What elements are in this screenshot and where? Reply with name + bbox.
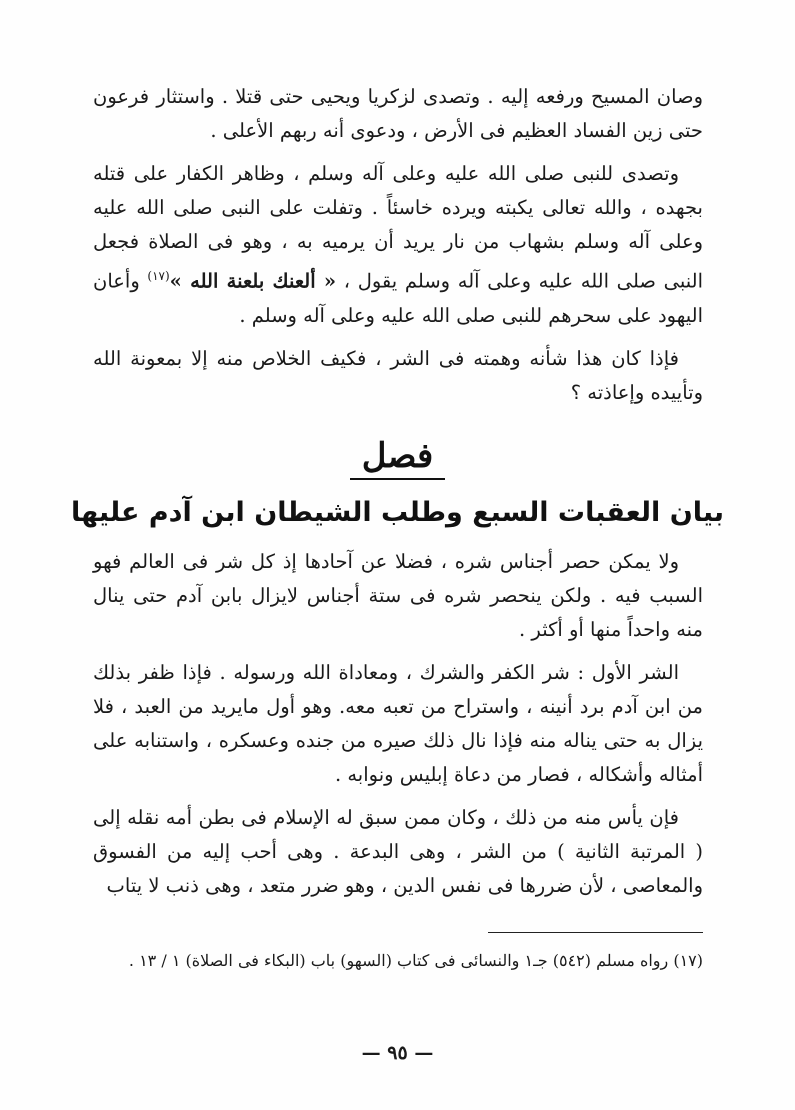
page-number: — ٩٥ —: [361, 1042, 434, 1064]
paragraph-6: فإن يأس منه من ذلك ، وكان ممن سبق له الإسلام فى بطن أمه نقله إلى ( المرتبة الثانية ) من الشر ، وهى البدعة . وهى أحب إليه من الفسوق والمعاصى ، لأن ضررها فى نفس الدين ، وهو ضرر متعد ، وهى ذنب لا يتاب: [93, 806, 703, 897]
footnote: (١٧) رواه مسلم (٥٤٢) جـ١ والنسائى فى كتاب (السهو) باب (البكاء فى الصلاة) ١ / ١٣ .: [128, 951, 703, 970]
paragraph-2: [93, 157, 703, 333]
hadith-quote: « ألعنك بلعنة الله »: [169, 269, 337, 293]
bottom-text-block: [93, 545, 703, 912]
top-text-block: [93, 80, 703, 419]
paragraph-2-continuation: وأعان اليهود على سحرهم للنبى صلى الله عليه وعلى آله وسلم .: [93, 269, 703, 327]
section-label: [0, 436, 795, 482]
paragraph-4: ولا يمكن حصر أجناس شره ، فضلا عن آحادها إذ كل شر فى العالم فهو السبب فيه . ولكن ينحصر شره فى ستة أجناس لايزال بابن آدم حتى ينال منه واحداً منها أو أكثر .: [93, 550, 703, 641]
footnote-divider: [488, 932, 703, 933]
paragraph-3: فإذا كان هذا شأنه وهمته فى الشر ، فكيف الخلاص منه إلا بمعونة الله وتأييده وإعاذته ؟: [93, 346, 703, 404]
paragraph-1: وصان المسيح ورفعه إليه . وتصدى لزكريا ويحيى حتى قتلا . واستثار فرعون حتى زين الفساد العظيم فى الأرض ، ودعوى أنه ربهم الأعلى .: [93, 85, 703, 142]
section-label-text: فصل: [350, 436, 446, 480]
section-title: بيان العقبات السبع وطلب الشيطان ابن آدم عليها: [70, 497, 725, 528]
paragraph-5: الشر الأول : شر الكفر والشرك ، ومعاداة الله ورسوله . فإذا ظفر بذلك من ابن آدم برد أنينه ، واستراح من تعبه معه. وهو أول مايريد من العبد ، فلا يزال به حتى يناله منه فإذا نال ذلك صيره من جنده وعسكره ، واستنابه على أمثاله وأشكاله ، فصار من دعاة إبليس ونوابه .: [93, 661, 703, 786]
paragraph-2-text: وتصدى للنبى صلى الله عليه وعلى آله وسلم ، وظاهر الكفار على قتله بجهده ، والله تعالى يكبته ويرده خاسئاً . وتفلت على النبى صلى الله عليه وعلى آله وسلم بشهاب من نار يريد أن يرميه به ، وهو فى الصلاة فجعل النبى صلى الله عليه وعلى آله وسلم يقول ،: [93, 162, 703, 293]
footnote-reference[interactable]: (١٧): [147, 269, 170, 283]
